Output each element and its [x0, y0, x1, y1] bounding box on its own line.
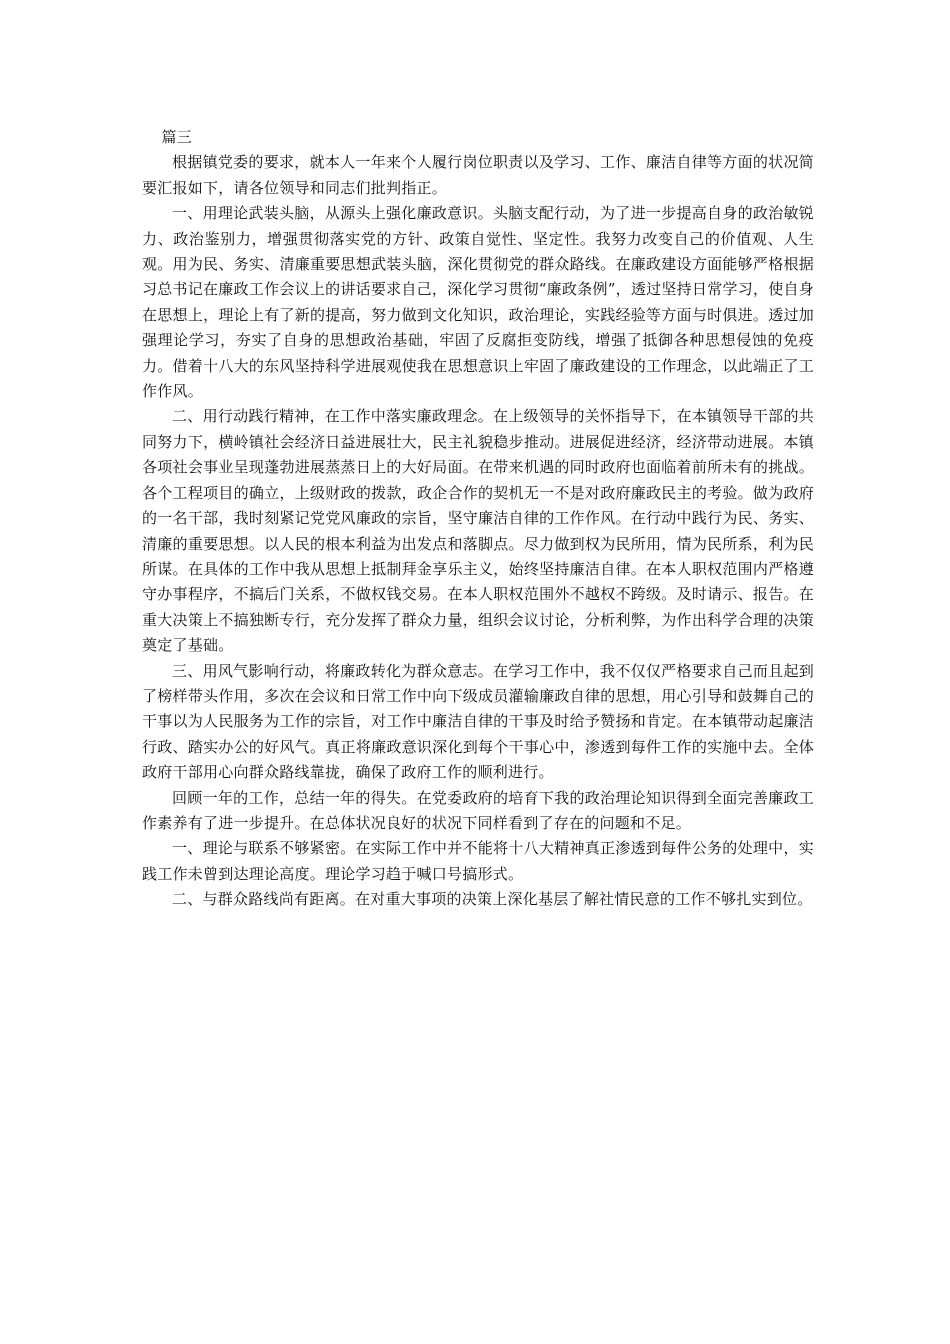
paragraph-issue-2: 二、与群众路线尚有距离。在对重大事项的决策上深化基层了解社情民意的工作不够扎实到位。: [172, 890, 813, 909]
paragraph-section-1: 一、用理论武装头脑，从源头上强化廉政意识。头脑支配行动，为了进一步提高自身的政治敏锐力、政治鉴别力，增强贯彻落实党的方针、政策自觉性、坚定性。我努力改变自己的价值观、人生观。用为民、务实、清廉重要思想武装头脑，深化贯彻党的群众路线。在廉政建设方面能够严格根据习总书记在廉政工作会议上的讲话要求自己，深化学习贯彻“廉政条例”，透过坚持日常学习，使自身在思想上，理论上有了新的提高，努力做到文化知识，政治理论，实践经验等方面与时俱进。透过加强理论学习，夯实了自身的思想政治基础，牢固了反腐拒变防线，增强了抵御各种思想侵蚀的免疫力。借着十八大的东风坚持科学进展观使我在思想意识上牢固了廉政建设的工作理念，以此端正了工作作风。: [142, 204, 814, 401]
document-body: [142, 125, 814, 913]
paragraph-intro: 根据镇党委的要求，就本人一年来个人履行岗位职责以及学习、工作、廉洁自律等方面的状况简要汇报如下，请各位领导和同志们批判指正。: [142, 153, 814, 197]
paragraph-section-3: 三、用风气影响行动，将廉政转化为群众意志。在学习工作中，我不仅仅严格要求自己而且起到了榜样带头作用，多次在会议和日常工作中向下级成员灌输廉政自律的思想，用心引导和鼓舞自己的干事以为人民服务为工作的宗旨，对工作中廉洁自律的干事及时给予赞扬和肯定。在本镇带动起廉洁行政、踏实办公的好风气。真正将廉政意识深化到每个干事心中，渗透到每件工作的实施中去。全体政府干部用心向群众路线靠拢，确保了政府工作的顺利进行。: [142, 661, 814, 782]
paragraph-review: 回顾一年的工作，总结一年的得失。在党委政府的培育下我的政治理论知识得到全面完善廉政工作素养有了进一步提升。在总体状况良好的状况下同样看到了存在的问题和不足。: [142, 788, 814, 832]
document-heading: 篇三: [161, 128, 193, 146]
paragraph-issue-1: 一、理论与联系不够紧密。在实际工作中并不能将十八大精神真正渗透到每件公务的处理中，实践工作未曾到达理论高度。理论学习趋于喊口号搞形式。: [142, 839, 814, 883]
paragraph-section-2: 二、用行动践行精神，在工作中落实廉政理念。在上级领导的关怀指导下，在本镇领导干部的共同努力下，横岭镇社会经济日益进展壮大，民主礼貌稳步推动。进展促进经济，经济带动进展。本镇各项社会事业呈现蓬勃进展蒸蒸日上的大好局面。在带来机遇的同时政府也面临着前所未有的挑战。各个工程项目的确立，上级财政的拨款，政企合作的契机无一不是对政府廉政民主的考验。做为政府的一名干部，我时刻紧记党党风廉政的宗旨，坚守廉洁自律的工作作风。在行动中践行为民、务实、清廉的重要思想。以人民的根本利益为出发点和落脚点。尽力做到权为民所用，情为民所系，利为民所谋。在具体的工作中我从思想上抵制拜金享乐主义，始终坚持廉洁自律。在本人职权范围内严格遵守办事程序，不搞后门关系，不做权钱交易。在本人职权范围外不越权不跨级。及时请示、报告。在重大决策上不搞独断专行，充分发挥了群众力量，组织会议讨论，分析利弊，为作出科学合理的决策奠定了基础。: [142, 407, 814, 655]
